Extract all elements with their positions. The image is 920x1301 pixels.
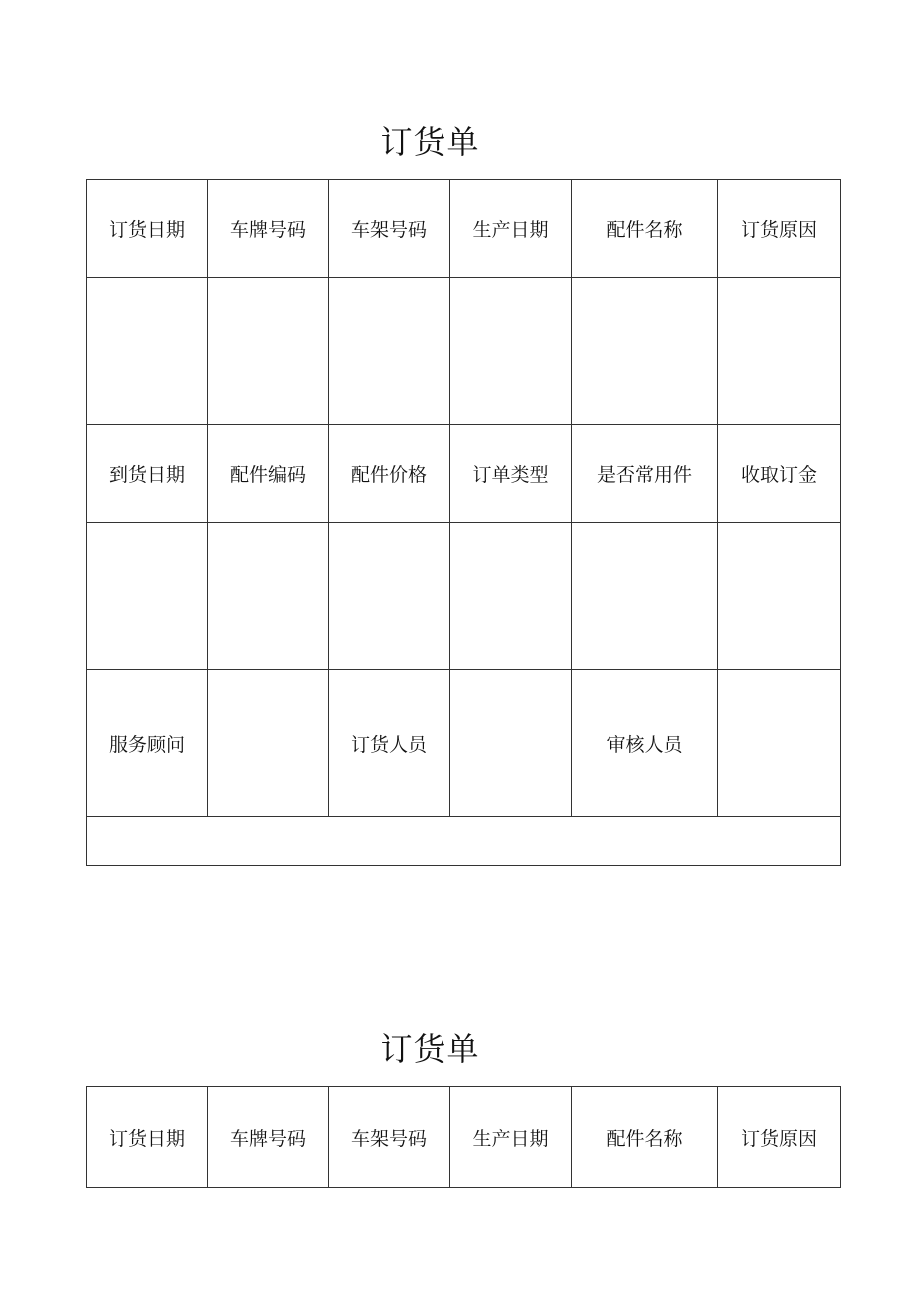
order-form-table [86, 1086, 841, 1188]
header-cell: 生产日期 [450, 180, 572, 278]
header-cell: 订货原因 [718, 1087, 841, 1188]
header-cell: 到货日期 [87, 425, 208, 523]
staff-label-service-advisor: 服务顾问 [87, 670, 208, 817]
staff-label-reviewer: 审核人员 [572, 670, 718, 817]
order-form-table [86, 179, 841, 866]
header-cell: 订货原因 [718, 180, 841, 278]
form-title: 订货单 [380, 1030, 480, 1068]
entry-cell-order-staff[interactable] [450, 670, 572, 817]
entry-cell-part-name[interactable] [572, 278, 718, 425]
entry-row [87, 523, 841, 670]
header-cell: 配件价格 [329, 425, 450, 523]
header-row [87, 425, 841, 523]
header-cell: 配件名称 [572, 180, 718, 278]
entry-cell-remarks[interactable] [87, 817, 841, 866]
header-row [87, 1087, 841, 1188]
entry-cell-plate-number[interactable] [208, 278, 329, 425]
entry-cell-vin[interactable] [329, 278, 450, 425]
entry-cell-deposit[interactable] [718, 523, 841, 670]
entry-cell-production-date[interactable] [450, 278, 572, 425]
entry-cell-order-date[interactable] [87, 278, 208, 425]
header-cell: 车架号码 [329, 180, 450, 278]
header-cell: 订货日期 [87, 180, 208, 278]
entry-cell-part-code[interactable] [208, 523, 329, 670]
header-cell: 配件编码 [208, 425, 329, 523]
entry-cell-reviewer[interactable] [718, 670, 841, 817]
footer-row [87, 817, 841, 866]
header-cell: 订货日期 [87, 1087, 208, 1188]
header-cell: 车牌号码 [208, 1087, 329, 1188]
header-cell: 订单类型 [450, 425, 572, 523]
entry-row [87, 278, 841, 425]
entry-cell-service-advisor[interactable] [208, 670, 329, 817]
entry-cell-order-reason[interactable] [718, 278, 841, 425]
form-title: 订货单 [380, 123, 480, 161]
entry-cell-common-part[interactable] [572, 523, 718, 670]
header-cell: 生产日期 [450, 1087, 572, 1188]
staff-label-order-staff: 订货人员 [329, 670, 450, 817]
entry-cell-part-price[interactable] [329, 523, 450, 670]
entry-cell-arrival-date[interactable] [87, 523, 208, 670]
header-row [87, 180, 841, 278]
staff-row [87, 670, 841, 817]
entry-cell-order-type[interactable] [450, 523, 572, 670]
header-cell: 是否常用件 [572, 425, 718, 523]
header-cell: 收取订金 [718, 425, 841, 523]
header-cell: 配件名称 [572, 1087, 718, 1188]
header-cell: 车牌号码 [208, 180, 329, 278]
header-cell: 车架号码 [329, 1087, 450, 1188]
